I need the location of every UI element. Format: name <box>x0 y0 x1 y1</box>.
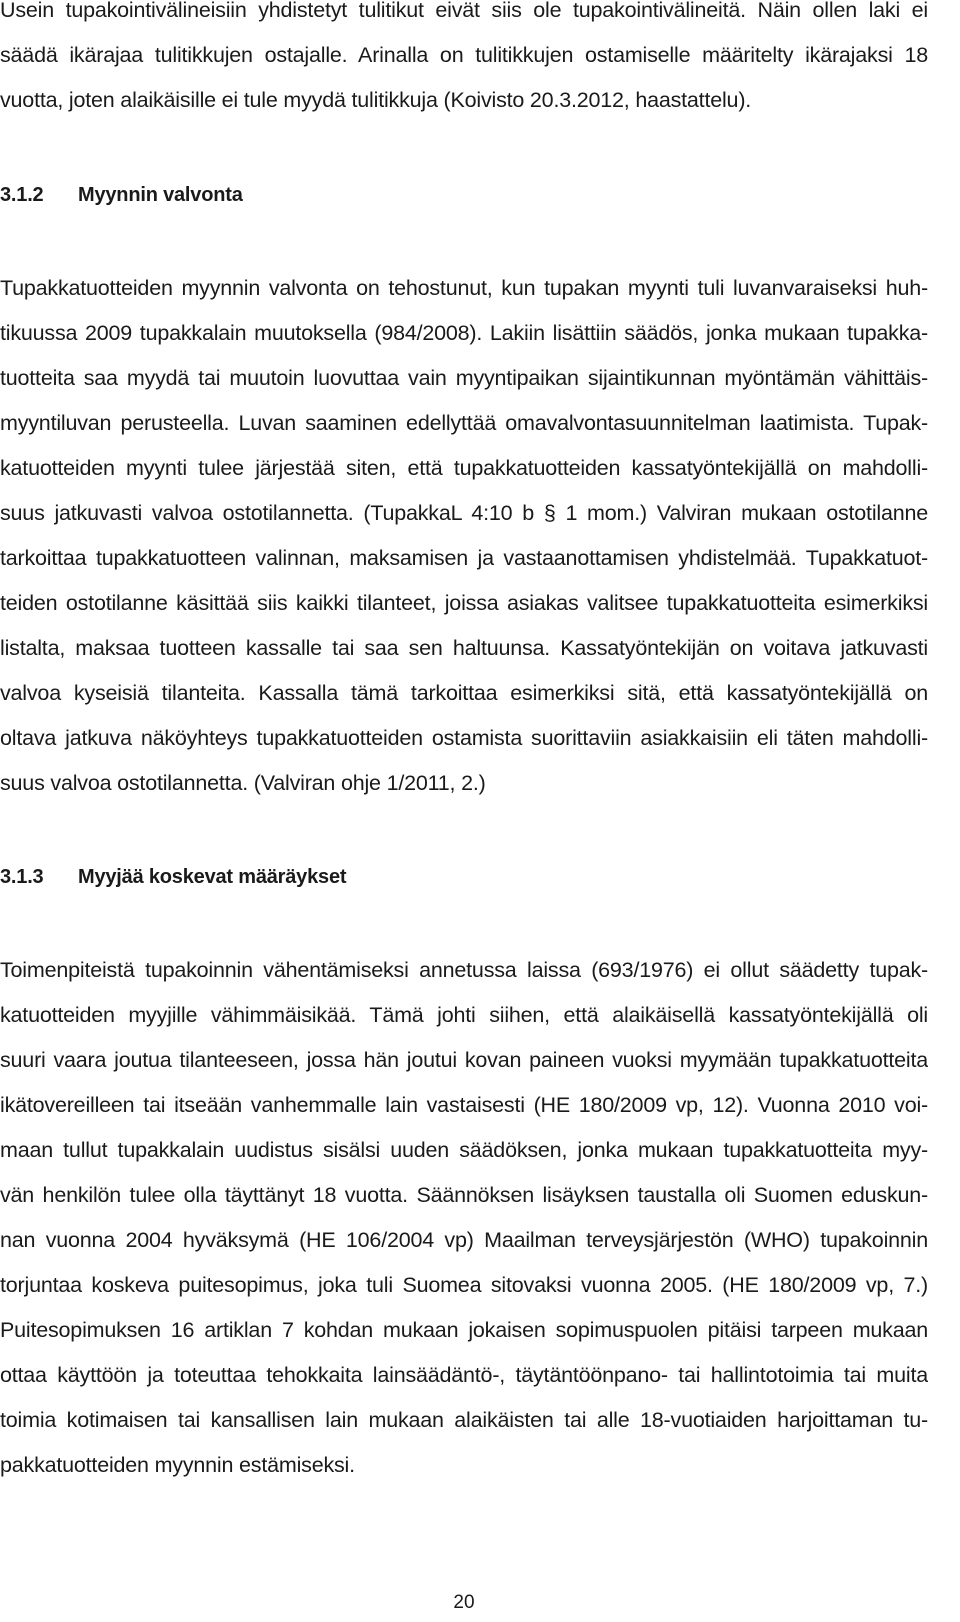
section-heading-3-1-3 <box>0 866 346 889</box>
maaraykset-paragraph <box>0 948 928 1488</box>
text-line: vän henkilön tulee olla täyttänyt 18 vuotta. Säännöksen lisäyksen taustalla oli Suomen eduskun- <box>0 1183 928 1207</box>
text-line: katuotteiden myynti tulee järjestää siten, että tupakkatuotteiden kassatyöntekijällä on mahdolli- <box>0 456 928 480</box>
text-line: ottaa käyttöön ja toteuttaa tehokkaita lainsäädäntö-, täytäntöönpano- tai hallintotoimia tai muita <box>0 1363 928 1387</box>
text-line: suus valvoa ostotilannetta. (Valviran ohje 1/2011, 2.) <box>0 771 486 795</box>
text-line: säädä ikärajaa tulitikkujen ostajalle. Arinalla on tulitikkujen ostamiselle määritelty ikärajaksi 18 <box>0 43 928 67</box>
text-line: nan vuonna 2004 hyväksymä (HE 106/2004 vp) Maailman terveysjärjestön (WHO) tupakoinnin <box>0 1228 928 1252</box>
page-number: 20 <box>453 1592 475 1613</box>
valvonta-paragraph <box>0 266 928 806</box>
text-line: suus jatkuvasti valvoa ostotilannetta. (TupakkaL 4:10 b § 1 mom.) Valviran mukaan ostotilanne <box>0 501 928 525</box>
text-line: vuotta, joten alaikäisille ei tule myydä tulitikkuja (Koivisto 20.3.2012, haastattelu). <box>0 88 752 112</box>
text-line: teiden ostotilanne käsittää siis kaikki tilanteet, joissa asiakas valitsee tupakkatuotteita esimerkiksi <box>0 591 928 615</box>
text-line: suuri vaara joutua tilanteeseen, jossa hän joutui kovan paineen vuoksi myymään tupakkatuotteita <box>0 1048 928 1072</box>
intro-paragraph <box>0 0 928 123</box>
text-line: oltava jatkuva näköyhteys tupakkatuotteiden ostamista suorittaviin asiakkaisiin eli täten mahdolli- <box>0 726 928 750</box>
text-line: Usein tupakointivälineisiin yhdistetyt tulitikut eivät siis ole tupakointivälineitä. Näin ollen laki ei <box>0 0 928 22</box>
text-line: valvoa kyseisiä tilanteita. Kassalla tämä tarkoittaa esimerkiksi sitä, että kassatyöntekijällä on <box>0 681 928 705</box>
section-title: Myynnin valvonta <box>78 184 243 206</box>
section-title: Myyjää koskevat määräykset <box>78 866 347 888</box>
text-line: Puitesopimuksen 16 artiklan 7 kohdan mukaan jokaisen sopimuspuolen pitäisi tarpeen mukaan <box>0 1318 928 1342</box>
text-line: tarkoittaa tupakkatuotteen valinnan, maksamisen ja vastaanottamisen yhdistelmää. Tupakkatuot- <box>0 546 928 570</box>
section-heading-3-1-2 <box>0 184 243 207</box>
text-line: torjuntaa koskeva puitesopimus, joka tuli Suomea sitovaksi vuonna 2005. (HE 180/2009 vp, 7.) <box>0 1273 928 1297</box>
text-line: Tupakkatuotteiden myynnin valvonta on tehostunut, kun tupakan myynti tuli luvanvaraiseksi huh- <box>0 276 928 300</box>
text-line: toimia kotimaisen tai kansallisen lain mukaan alaikäisten tai alle 18-vuotiaiden harjoittaman tu- <box>0 1408 928 1432</box>
text-line: tikuussa 2009 tupakkalain muutoksella (984/2008). Lakiin lisättiin säädös, jonka mukaan tupakka- <box>0 321 928 345</box>
section-number: 3.1.3 <box>0 866 44 888</box>
text-line: myyntiluvan perusteella. Luvan saaminen edellyttää omavalvontasuunnitelman laatimista. Tupak- <box>0 411 928 435</box>
text-line: tuotteita saa myydä tai muutoin luovuttaa vain myyntipaikan sijaintikunnan myöntämän vähittäis- <box>0 366 928 390</box>
text-line: maan tullut tupakkalain uudistus sisälsi uuden säädöksen, jonka mukaan tupakkatuotteita myy- <box>0 1138 928 1162</box>
text-line: katuotteiden myyjille vähimmäisikää. Tämä johti siihen, että alaikäisellä kassatyöntekijällä oli <box>0 1003 928 1027</box>
text-line: ikätovereilleen tai itseään vanhemmalle lain vastaisesti (HE 180/2009 vp, 12). Vuonna 2010 voi- <box>0 1093 928 1117</box>
text-line: listalta, maksaa tuotteen kassalle tai saa sen haltuunsa. Kassatyöntekijän on voitava jatkuvasti <box>0 636 928 660</box>
section-number: 3.1.2 <box>0 184 44 206</box>
text-line: pakkatuotteiden myynnin estämiseksi. <box>0 1453 355 1477</box>
text-line: Toimenpiteistä tupakoinnin vähentämiseksi annetussa laissa (693/1976) ei ollut säädetty tupak- <box>0 958 928 982</box>
